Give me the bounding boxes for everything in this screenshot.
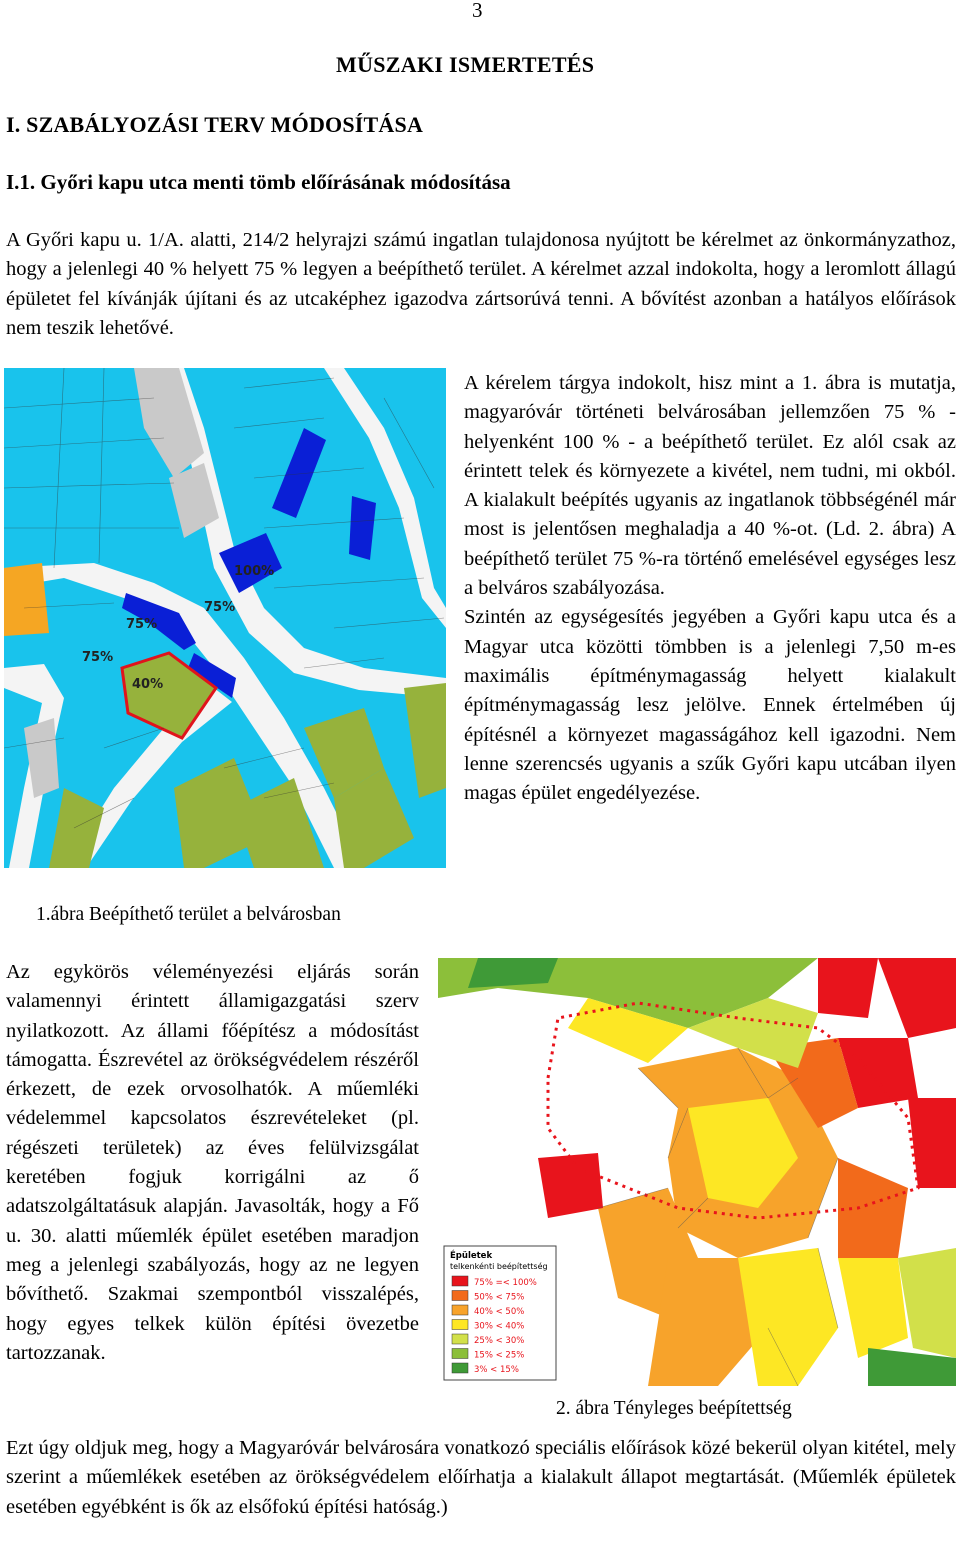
legend-swatch: [452, 1334, 468, 1344]
figure-2-caption: 2. ábra Tényleges beépítettség: [556, 1398, 792, 1419]
legend-title-2: telkenkénti beépítettség: [450, 1262, 548, 1271]
legend-label: 3% < 15%: [474, 1365, 519, 1375]
legend-label: 25% < 30%: [474, 1336, 525, 1346]
paragraph-right-2: Szintén az egységesítés jegyében a Győri kapu utca és a Magyar utca közötti tömbben is a jelenlegi 7,50 m-es maximális építménymagasság helyett kialakult építménymagasság lesz jelölve. Ennek értelmében új építésnél a környezet magasságához kell igazodni. Nem lenne szerencsés ugyanis a szűk Győri kapu utcában ilyen magas épület engedélyezése.: [464, 606, 956, 805]
legend-swatch: [452, 1291, 468, 1301]
legend-swatch: [452, 1349, 468, 1359]
label-75-c: 75%: [82, 650, 114, 665]
legend-swatch: [452, 1363, 468, 1373]
label-40: 40%: [132, 677, 164, 692]
main-title: MŰSZAKI ISMERTETÉS: [336, 52, 595, 77]
legend-swatch: [452, 1320, 468, 1330]
legend-label: 15% < 25%: [474, 1350, 525, 1361]
legend-swatch: [452, 1305, 468, 1315]
legend-swatch: [452, 1276, 468, 1286]
subsection-title: I.1. Győri kapu utca menti tömb előírásának módosítása: [6, 170, 511, 194]
paragraph-right-1: A kérelem tárgya indokolt, hisz mint a 1. ábra is mutatja, magyaróvár történeti belvárosában jellemzően 75 % - helyenként 100 % - a beépíthető terület. Ez alól csak az érintett telek és környezete a kivétel, nem tudni, mi okból. A kialakult beépítés ugyanis az ingatlanok többségénél már most is jelentősen meghaladja a 40 %-ot. (Ld. 2. ábra) A beépíthető terület 75 %-ra történő emelésével egységes lesz a belváros szabályozása.: [464, 372, 956, 600]
paragraph-closing: Ezt úgy oldjuk meg, hogy a Magyaróvár belvárosára vonatkozó speciális előírások közé bekerül olyan kitétel, mely szerint a műemlékek esetében az örökségvédelem előírhatja a kialakult állapot megtartását. (Műemlék épületek esetében egyébként is ők az elsőfokú építési hatóság.): [6, 1437, 956, 1518]
legend-label: 40% < 50%: [474, 1307, 525, 1317]
figure-1-map: [4, 368, 446, 868]
label-75-b: 75%: [126, 617, 158, 632]
paragraph-right: [464, 369, 956, 808]
figure-2-legend: [444, 1246, 556, 1380]
legend-title-1: Épületek: [450, 1251, 493, 1261]
paragraph-intro: A Győri kapu u. 1/A. alatti, 214/2 helyrajzi számú ingatlan tulajdonosa nyújtott be kérelmet az önkormányzathoz, hogy a jelenlegi 40 % helyett 75 % legyen a beépíthető terület. A kérelmet azzal indokolta, hogy a leromlott állagú épületet fel kívánják újítani és az utcaképhez igazodva zártsorúvá tenni. A bővítést azonban a hatályos előírások nem teszik lehetővé.: [6, 229, 956, 339]
figure-1-caption: 1.ábra Beépíthető terület a belvárosban: [36, 904, 341, 925]
paragraph-left: Az egykörös véleményezési eljárás során valamennyi érintett államigazgatási szerv nyilatkozott. Az állami főépítész a módosítást támogatta. Észrevétel az örökségvédelem részéről érkezett, de ezek orvosolhatók. A műemléki védelemmel kapcsolatos észrevételeket (pl. régészeti területek) az éves felülvizsgálat keretében fogjuk korrigálni az ő adatszolgáltatásuk alapján. Javasolták, hogy a Fő u. 30. alatti műemlék épület esetében maradjon meg a jelenlegi szabályozás, hogy az ne legyen bővíthető. Szakmai szempontból visszalépés, hogy egyes telkek külön építési övezetbe tartozzanak.: [6, 961, 419, 1364]
label-100: 100%: [234, 564, 275, 579]
label-75-a: 75%: [204, 600, 236, 615]
figure-2-map: [438, 958, 956, 1386]
legend-label: 30% < 40%: [474, 1321, 525, 1332]
legend-label: 50% < 75%: [474, 1292, 525, 1303]
section-title: I. SZABÁLYOZÁSI TERV MÓDOSÍTÁSA: [6, 112, 424, 137]
page-number: 3: [472, 0, 483, 22]
legend-label: 75% =< 100%: [474, 1278, 537, 1288]
